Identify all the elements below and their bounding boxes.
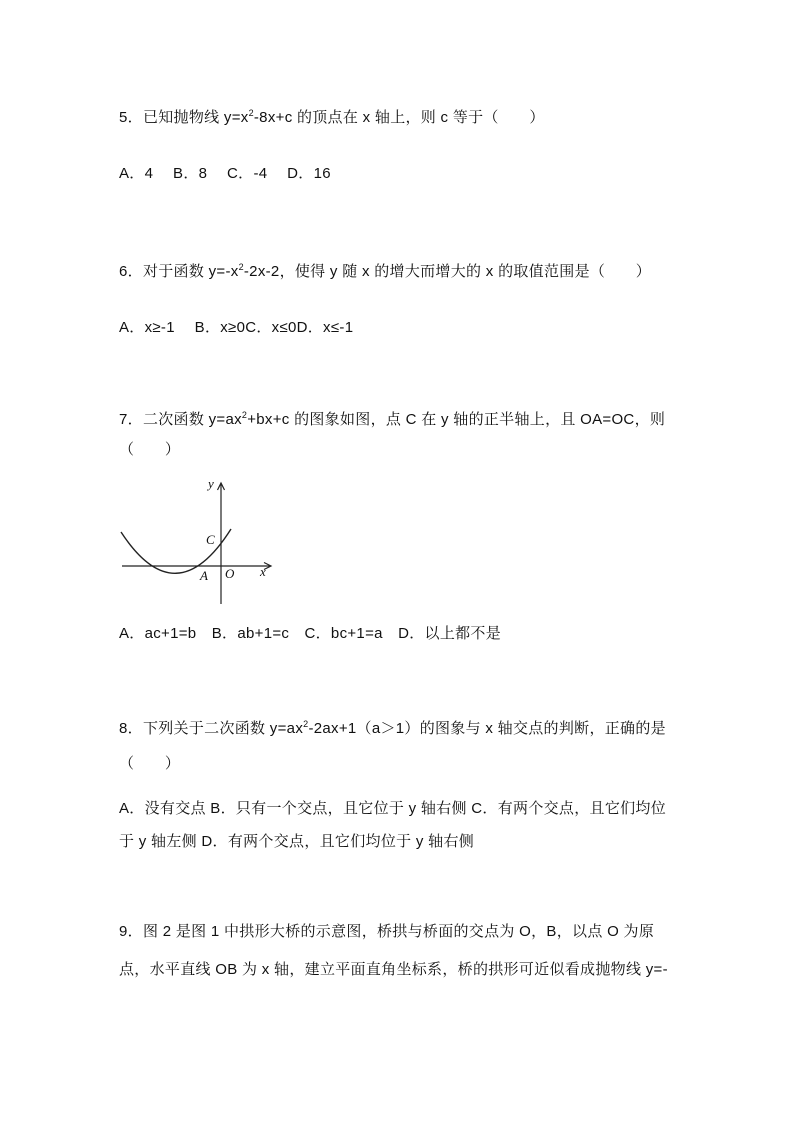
q8-stem: 8．下列关于二次函数 $y=ax^2-2ax+1(a>1)$的图象与 x 轴交点的判断，正确的是 <box>119 719 666 737</box>
q8-options-line2: 于 y 轴左侧 D．有两个交点，且它们均位于 y 轴右侧 <box>119 833 475 850</box>
parabola-graph <box>118 476 288 608</box>
point-c-label: C <box>206 532 215 547</box>
x-axis-label: x <box>260 564 266 579</box>
origin-label: O <box>225 566 235 581</box>
q9-line2: 点，水平直线 OB 为 x 轴，建立平面直角坐标系，桥的拱形可近似看成抛物线 y=- <box>119 961 668 978</box>
q8-stem-paren: （ ） <box>119 755 181 772</box>
q6-stem: 6．对于函数 $y=-x^2-2x-2$，使得 y 随 x 的增大而增大的 x 的取值范围是（ ） <box>119 262 652 280</box>
q5-stem: 5．已知抛物线 $y=x^2-8x+c$ 的顶点在 x 轴上，则 c 等于（ ） <box>119 108 545 126</box>
y-axis-label: y <box>208 476 214 491</box>
point-a-label: A <box>200 568 208 583</box>
q7-stem: 7．二次函数 $y=ax^2+bx+c$ 的图象如图，点 C 在 y 轴的正半轴上，且 OA=OC，则 <box>119 410 666 428</box>
q7-options: A．ac+1=b B．ab+1=c C．bc+1=a D．以上都不是 <box>119 625 502 642</box>
q7-stem-paren: （ ） <box>119 441 181 458</box>
q6-options: A．x≥-1 B．x≥0C．x≤0D．x≤-1 <box>119 319 354 336</box>
q8-options-line1: A．没有交点 B．只有一个交点，且它位于 y 轴右侧 C．有两个交点，且它们均位 <box>119 800 667 817</box>
q9-line1: 9．图 2 是图 1 中拱形大桥的示意图，桥拱与桥面的交点为 O，B，以点 O 为原 <box>119 923 655 940</box>
q5-options: A．4 B．8 C．-4 D．16 <box>119 165 331 182</box>
